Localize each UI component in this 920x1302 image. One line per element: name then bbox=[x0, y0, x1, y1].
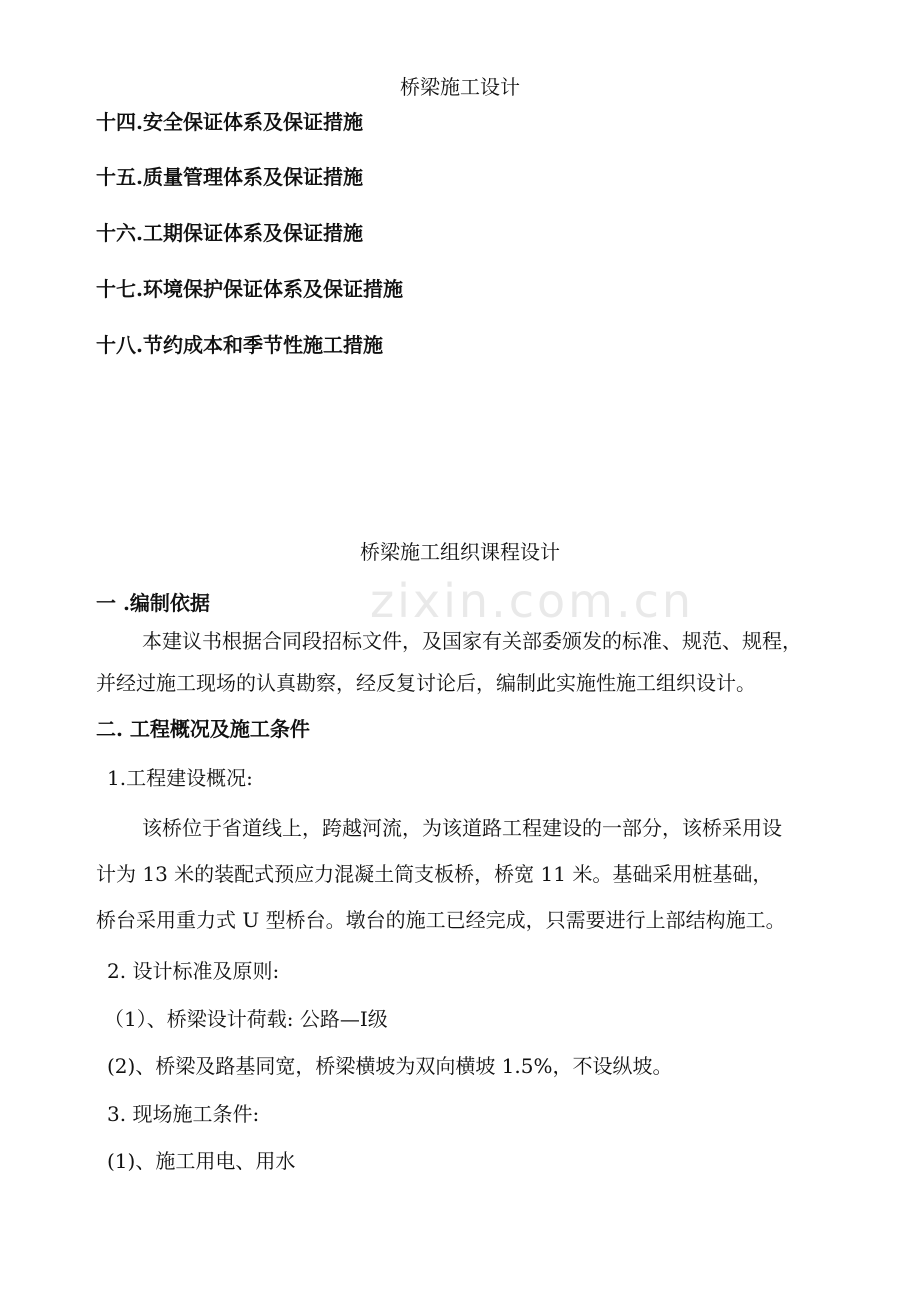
toc-item: 十八.节约成本和季节性施工措施 bbox=[96, 333, 383, 357]
toc-item: 十四.安全保证体系及保证措施 bbox=[96, 110, 363, 134]
subsection-heading: 3. 现场施工条件: bbox=[107, 1102, 260, 1126]
document-title: 桥梁施工组织课程设计 bbox=[360, 540, 560, 564]
section-heading: 二. 工程概况及施工条件 bbox=[96, 717, 310, 741]
subsection-heading: 1.工程建设概况: bbox=[107, 766, 253, 790]
paragraph-line: 并经过施工现场的认真勘察，经反复讨论后，编制此实施性施工组织设计。 bbox=[96, 671, 756, 695]
toc-item: 十六.工期保证体系及保证措施 bbox=[96, 221, 363, 245]
subsection-heading: 2. 设计标准及原则: bbox=[107, 959, 280, 983]
watermark: zixin.com.cn bbox=[370, 574, 695, 628]
section-heading: 一 .编制依据 bbox=[96, 591, 210, 615]
list-item: (2)、桥梁及路基同宽，桥梁横坡为双向横坡 1.5%，不设纵坡。 bbox=[107, 1054, 673, 1078]
paragraph-line: 桥台采用重力式 U 型桥台。墩台的施工已经完成，只需要进行上部结构施工。 bbox=[96, 908, 786, 932]
paragraph-line: 该桥位于省道线上，跨越河流，为该道路工程建设的一部分，该桥采用设 bbox=[142, 816, 782, 840]
page-title: 桥梁施工设计 bbox=[400, 75, 520, 99]
toc-item: 十七.环境保护保证体系及保证措施 bbox=[96, 277, 403, 301]
list-item: (1)、施工用电、用水 bbox=[107, 1149, 296, 1173]
paragraph-line: 本建议书根据合同段招标文件，及国家有关部委颁发的标准、规范、规程， bbox=[142, 629, 802, 653]
toc-item: 十五.质量管理体系及保证措施 bbox=[96, 165, 363, 189]
list-item: （1）、桥梁设计荷载: 公路—Ⅰ级 bbox=[104, 1007, 388, 1031]
paragraph-line: 计为 13 米的装配式预应力混凝土筒支板桥，桥宽 11 米。基础采用桩基础， bbox=[96, 862, 773, 886]
